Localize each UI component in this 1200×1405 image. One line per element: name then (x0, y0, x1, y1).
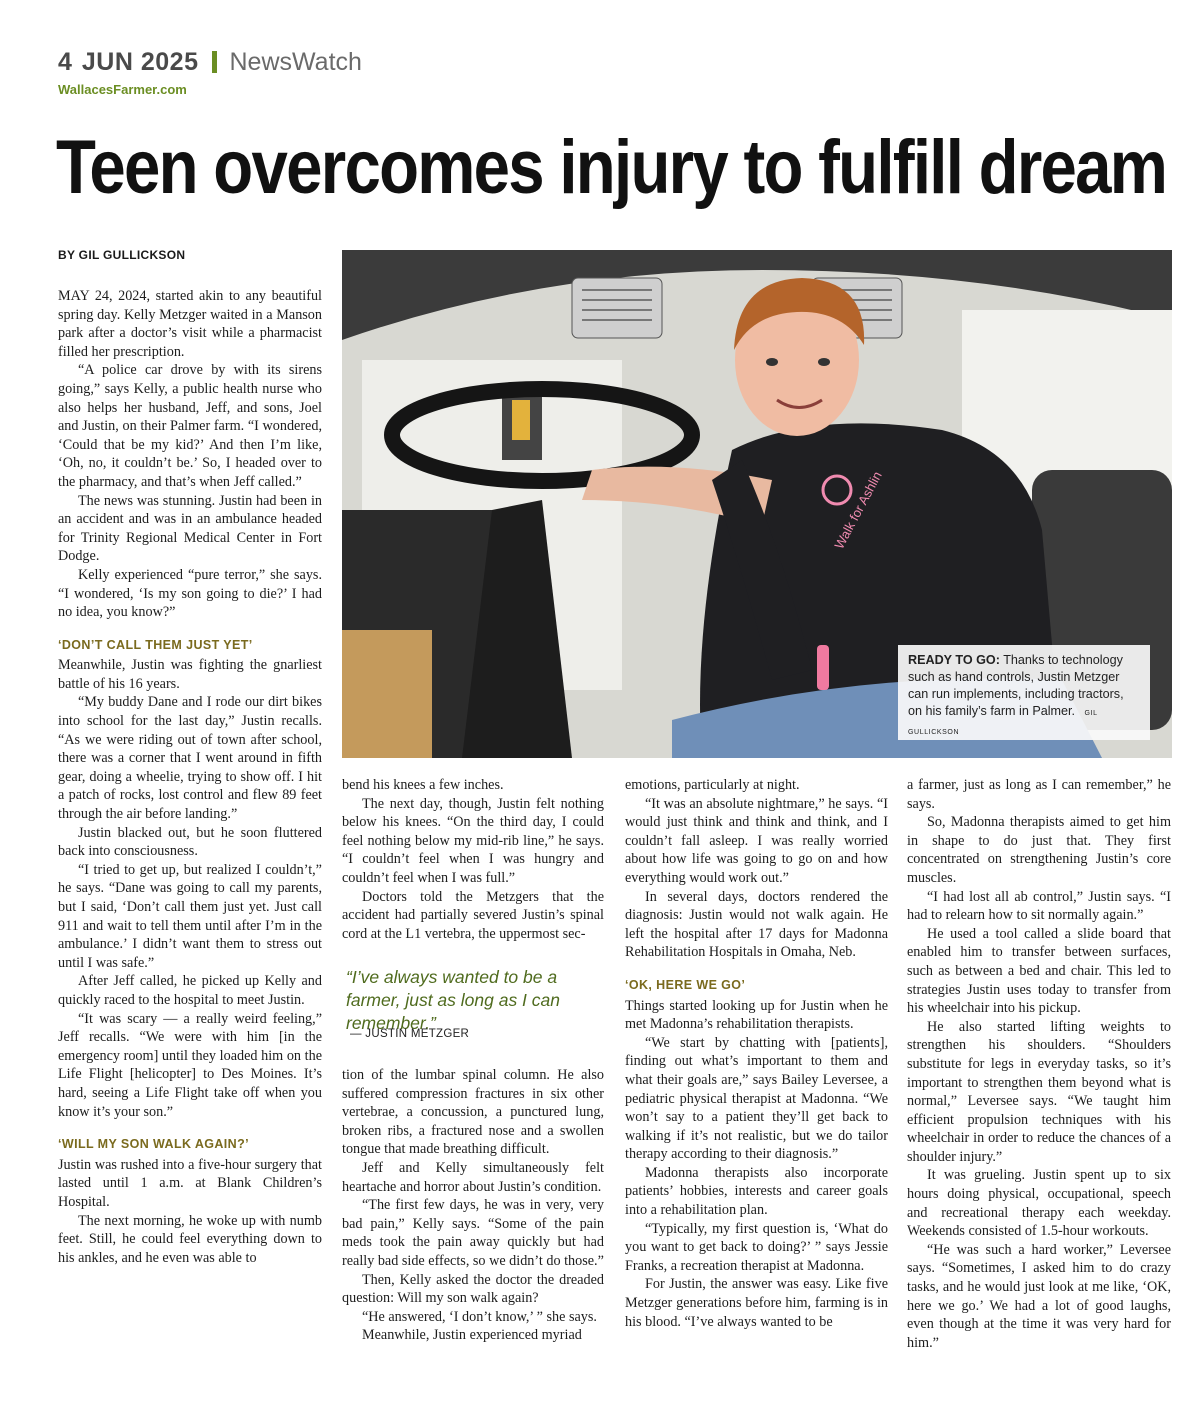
paragraph: Then, Kelly asked the doctor the dreaded question: Will my son walk again? (342, 1271, 604, 1307)
paragraph: Things started looking up for Justin when he met Madonna’s rehabilitation therapists. (625, 997, 888, 1033)
paragraph: It was grueling. Justin spent up to six hours doing physical, occupational, speech and recreational therapy each weekday. Weekends consisted of 1.5-hour workouts. (907, 1167, 1171, 1240)
subhead: ‘DON’T CALL THEM JUST YET’ (58, 637, 253, 652)
paragraph: “It was an absolute nightmare,” he says. “I would just think and think and think, and I couldn’t fall asleep. I was really worried about how life was going to go on and how everything would work out.” (625, 795, 888, 886)
paragraph: MAY 24, 2024, started akin to any beautiful spring day. Kelly Metzger waited in a Manson park after a doctor’s visit while a pharmacist filled her prescription. (58, 288, 322, 360)
paragraph: emotions, particularly at night. (625, 777, 800, 793)
headline: Teen overcomes injury to fulfill dream (56, 125, 1167, 210)
paragraph: “My buddy Dane and I rode our dirt bikes into school for the last day,” Justin recalls. “As we were riding out of town after school, there was a corner that I went around in fifth gear, doing a wheelie, trying to show off. I hit a patch of rocks, lost control and flew 89 feet through the air before landing.” (58, 694, 322, 823)
paragraph: Meanwhile, Justin was fighting the gnarliest battle of his 16 years. (58, 657, 322, 692)
paragraph: So, Madonna therapists aimed to get him in shape to do just that. They first concentrated on strengthening Justin’s core muscles. (907, 814, 1171, 886)
paragraph: The news was stunning. Justin had been in an accident and was in an ambulance headed for Trinity Regional Medical Center in Fort Dodge. (58, 492, 322, 565)
paragraph: “He answered, ‘I don’t know,’ ” she says. (362, 1308, 597, 1325)
paragraph: a farmer, just as long as I can remember,” he says. (907, 777, 1171, 812)
section-name: NewsWatch (229, 48, 362, 76)
pull-quote: “I’ve always wanted to be a farmer, just as long as I can remember.” (346, 967, 560, 1033)
article-column-1 (58, 287, 322, 1267)
subhead: ‘WILL MY SON WALK AGAIN?’ (58, 1137, 250, 1152)
photo-caption (898, 645, 1150, 740)
paragraph: “A police car drove by with its sirens going,” says Kelly, a public health nurse who also helps her husband, Jeff, and sons, Joel and Justin, on their Palmer farm. “I wondered, ‘Could that be my kid?’ And then I’m like, ‘Oh, no, it couldn’t be.’ So, I headed over to the pharmacy, and that’s when Jeff called.” (58, 362, 322, 490)
paragraph: “Typically, my first question is, ‘What do you want to get back to doing?’ ” says Jessie Franks, a recreation therapist at Madonna. (625, 1220, 888, 1274)
article-column-3 (625, 776, 888, 1331)
paragraph: “The first few days, he was in very, very bad pain,” Kelly says. “Some of the pain meds took the pain away quickly but had really bad side effects, so we didn’t do those.” (342, 1197, 604, 1269)
paragraph: He also started lifting weights to strengthen his shoulders. “Shoulders substitute for legs in everyday tasks, so it’s important to strengthen them beyond what is normal,” Leversee says. “We taught him efficient propulsion techniques with his wheelchair in order to reduce the chances of a shoulder injury.” (907, 1018, 1171, 1165)
article-column-2-bottom (342, 1066, 604, 1345)
caption-label: READY TO GO: (908, 653, 1000, 667)
paragraph: For Justin, the answer was easy. Like five Metzger generations before him, farming is in his blood. “I’ve always wanted to be (625, 1276, 888, 1330)
byline: BY GIL GULLICKSON (58, 248, 186, 262)
article-column-2-top (342, 776, 604, 943)
paragraph: Justin was rushed into a five-hour surgery that lasted until 1 a.m. at Blank Children’s Hospital. (58, 1156, 322, 1210)
article-column-4 (907, 776, 1171, 1352)
paragraph: Meanwhile, Justin experienced myriad (362, 1327, 582, 1344)
paragraph: In several days, doctors rendered the diagnosis: Justin would not walk again. He left the hospital after 17 days for Madonna Rehabilitation Hospitals in Omaha, Neb. (625, 888, 888, 961)
paragraph: After Jeff called, he picked up Kelly and quickly raced to the hospital to meet Justin. (58, 973, 322, 1008)
paragraph: “I had lost all ab control,” Justin says. “I had to relearn how to sit normally again.” (907, 888, 1171, 924)
pull-quote-attribution: — JUSTIN METZGER (350, 1028, 470, 1040)
paragraph: Madonna therapists also incorporate patients’ hobbies, interests and career goals into a rehabilitation plan. (625, 1164, 888, 1219)
paragraph: “I tried to get up, but realized I couldn’t,” he says. “Dane was going to call my parents, but I said, ‘Don’t call them just yet. Just call 911 and wait to tell them until after I’m in the ambulance.’ I didn’t want them to stress out until I was safe.” (58, 861, 322, 971)
paragraph: bend his knees a few inches. (342, 777, 504, 793)
paragraph: Kelly experienced “pure terror,” she says. “I wondered, ‘Is my son going to die?’ I had no idea, you know?” (58, 566, 322, 621)
paragraph: “We start by chatting with [patients], finding out what’s important to them and what their goals are,” says Bailey Leversee, a pediatric physical therapist at Madonna. “We won’t say to a patient they’ll get back to walking if it’s not realistic, but we do tailor therapy according to their diagnosis.” (625, 1034, 888, 1163)
subhead: ‘OK, HERE WE GO’ (625, 977, 746, 992)
paragraph: The next day, though, Justin felt nothing below his knees. “On the third day, I could feel nothing below my mid-rib line,” he says. “I couldn’t feel when I was hungry and couldn’t feel when I was full.” (342, 795, 604, 886)
header-divider (212, 51, 217, 73)
paragraph: Jeff and Kelly simultaneously felt heartache and horror about Justin’s condition. (342, 1159, 604, 1195)
paragraph: “He was such a hard worker,” Leversee says. “Sometimes, I asked him to do crazy tasks, and he would just look at me like, ‘OK, here we go.’ We had a lot of good laughs, even though at the time it was very hard for him.” (907, 1241, 1171, 1351)
page-header (58, 46, 362, 78)
paragraph: The next morning, he woke up with numb feet. Still, he could feel everything down to his ankles, and he even was able to (58, 1212, 322, 1266)
paragraph: Doctors told the Metzgers that the accident had partially severed Justin’s spinal cord at the L1 vertebra, the uppermost sec- (342, 888, 604, 942)
caption-text: Thanks to technology such as hand controls, Justin Metzger can run implements, including tractors, on his family’s farm in Palmer. (908, 653, 1124, 718)
issue-date: JUN 2025 (81, 48, 199, 76)
paragraph: tion of the lumbar spinal column. He also suffered compression fractures in six other vertebrae, a concussion, a punctured lung, broken ribs, a fractured nose and a swollen tongue that made breathing difficult. (342, 1067, 604, 1158)
site-url: WallacesFarmer.com (58, 82, 187, 97)
paragraph: Justin blacked out, but he soon fluttered back into consciousness. (58, 824, 322, 860)
shirt-text: Walk for Ashlin (831, 468, 885, 552)
photo-credit: GIL GULLICKSON (908, 710, 1098, 736)
paragraph: “It was scary — a really weird feeling,” Jeff recalls. “We were with him [in the emergency room] until they loaded him on the Life Flight [helicopter] to Des Moines. It’s hard, seeing a Life Flight take off when you know it’s your son.” (58, 1010, 322, 1120)
paragraph: He used a tool called a slide board that enabled him to transfer between surfaces, such as between a bed and chair. This led to strategies Justin uses today to transfer from his wheelchair into his pickup. (907, 925, 1171, 1017)
page-number: 4 (58, 48, 72, 76)
